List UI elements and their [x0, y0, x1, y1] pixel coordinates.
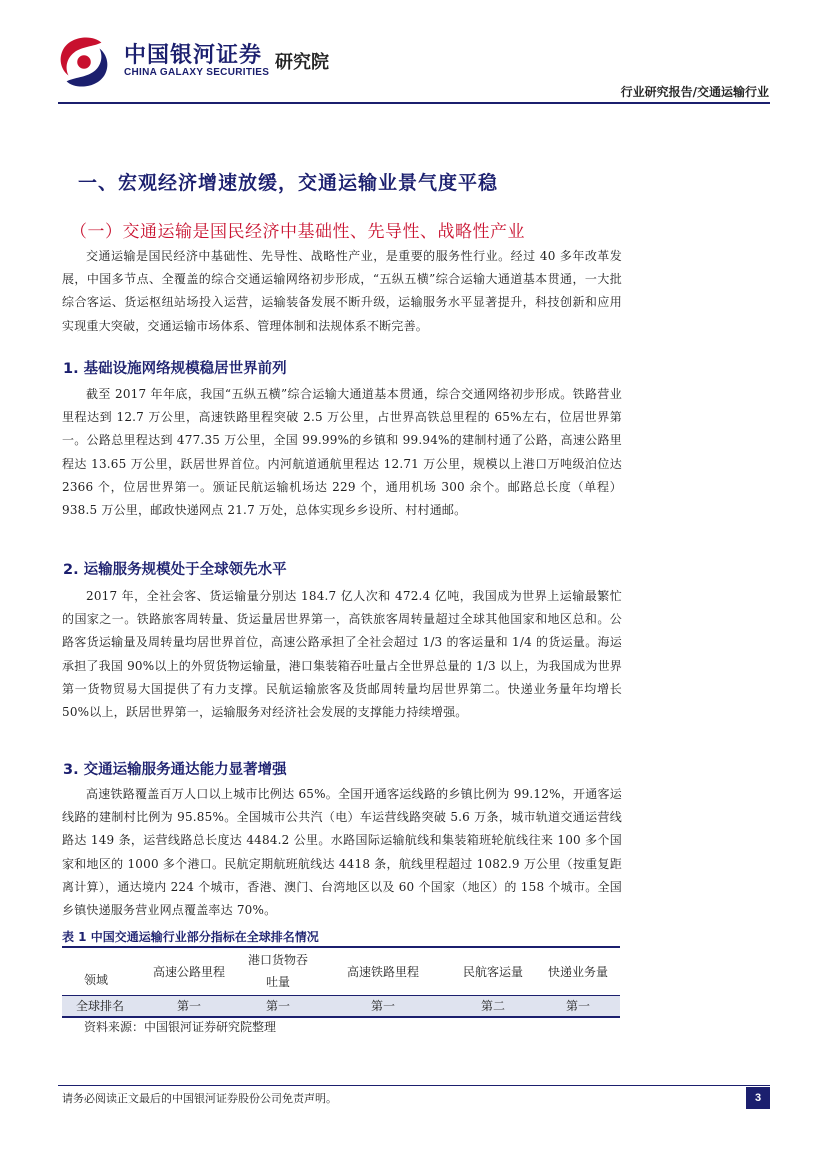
footer-disclaimer: 请务必阅读正文最后的中国银河证券股份公司免责声明。 [62, 1092, 337, 1105]
table-header-cell: 港口货物吞吐量 [240, 947, 316, 995]
table-source: 资料来源：中国银河证券研究院整理 [84, 1020, 277, 1034]
table-cell: 第一 [138, 995, 240, 1017]
table-title: 表 1 中国交通运输行业部分指标在全球排名情况 [62, 930, 319, 944]
table-header-cell: 民航客运量 [450, 947, 536, 995]
galaxy-logo-icon [55, 33, 113, 91]
table-header-row [62, 947, 620, 995]
table-header-cell: 快递业务量 [536, 947, 620, 995]
logo-chinese-name: 中国银河证券 [124, 43, 263, 68]
ranking-table [62, 946, 620, 1018]
table-row [62, 995, 620, 1017]
footer-divider [58, 1085, 770, 1086]
subsection-heading-1: 1. 基础设施网络规模稳居世界前列 [63, 361, 287, 377]
report-type: 行业研究报告/交通运输行业 [620, 85, 769, 99]
page-header [0, 0, 827, 110]
table-cell: 全球排名 [62, 995, 138, 1017]
subsection-heading-3: 3. 交通运输服务通达能力显著增强 [63, 762, 287, 778]
section-subtitle: （一）交通运输是国民经济中基础性、先导性、战略性产业 [70, 222, 525, 242]
institute-label: 研究院 [275, 52, 329, 73]
intro-paragraph: 交通运输是国民经济中基础性、先导性、战略性产业，是重要的服务性行业。经过 40 多年改革发展，中国多节点、全覆盖的综合交通运输网络初步形成，“五纵五横”综合运输大通道基本贯通，一大批综合客运、货运枢纽站场投入运营，运输装备发展不断升级，运输服务水平显著提升，科技创新和应用实现重大突破，交通运输市场体系、管理体制和法规体系不断完善。 [62, 249, 622, 333]
header-divider [58, 102, 770, 104]
table-cell: 第一 [536, 995, 620, 1017]
table-cell: 第一 [240, 995, 316, 1017]
table-header-cell: 领域 [62, 947, 138, 995]
page-number: 3 [746, 1087, 770, 1109]
subsection-paragraph-3: 高速铁路覆盖百万人口以上城市比例达 65%。全国开通客运线路的乡镇比例为 99.12%，开通客运线路的建制村比例为 95.85%。全国城市公共汽（电）车运营线路突破 5.6 万条，城市轨道交通运营线路达 149 条，运营线路总长度达 4484.2 公里。水路国际运输航线和集装箱班轮航线往来 100 多个国家和地区的 1000 多个港口。民航定期航班航线达 4418 条，航线里程超过 1082.9 万公里（按重复距离计算），通达境内 224 个城市，香港、澳门、台湾地区以及 60 个国家（地区）的 158 个城市。全国乡镇快递服务营业网点覆盖率达 70%。 [62, 787, 622, 918]
table-cell: 第一 [316, 995, 450, 1017]
table-header-cell: 高速公路里程 [138, 947, 240, 995]
section-title: 一、宏观经济增速放缓，交通运输业景气度平稳 [78, 172, 499, 194]
logo-english-name: CHINA GALAXY SECURITIES [124, 67, 270, 78]
subsection-heading-2: 2. 运输服务规模处于全球领先水平 [63, 562, 287, 578]
subsection-paragraph-2: 2017 年，全社会客、货运输量分别达 184.7 亿人次和 472.4 亿吨，我国成为世界上运输最繁忙的国家之一。铁路旅客周转量、货运量居世界第一，高铁旅客周转量超过全球其他国家和地区总和。公路客货运输量及周转量均居世界首位，高速公路承担了全社会超过 1/3 的客运量和 1/4 的货运量。海运承担了我国 90%以上的外贸货物运输量，港口集装箱吞吐量占全世界总量的 1/3 以上，为我国成为世界第一货物贸易大国提供了有力支撑。民航运输旅客及货邮周转量均居世界第二。快递业务量年均增长 50%以上，跃居世界第一，运输服务对经济社会发展的支撑能力持续增强。 [62, 589, 622, 720]
table-header-cell: 高速铁路里程 [316, 947, 450, 995]
subsection-paragraph-1: 截至 2017 年年底，我国“五纵五横”综合运输大通道基本贯通，综合交通网络初步形成。铁路营业里程达到 12.7 万公里，高速铁路里程突破 2.5 万公里，占世界高铁总里程的 65%左右，位居世界第一。公路总里程达到 477.35 万公里，全国 99.99%的乡镇和 99.94%的建制村通了公路，高速公路里程达 13.65 万公里，跃居世界首位。内河航道通航里程达 12.71 万公里，规模以上港口万吨级泊位达 2366 个，位居世界第一。颁证民航运输机场达 229 个，通用机场 300 余个。邮路总长度（单程）938.5 万公里，邮政快递网点 21.7 万处，总体实现乡乡设所、村村通邮。 [62, 387, 622, 518]
table-cell: 第二 [450, 995, 536, 1017]
